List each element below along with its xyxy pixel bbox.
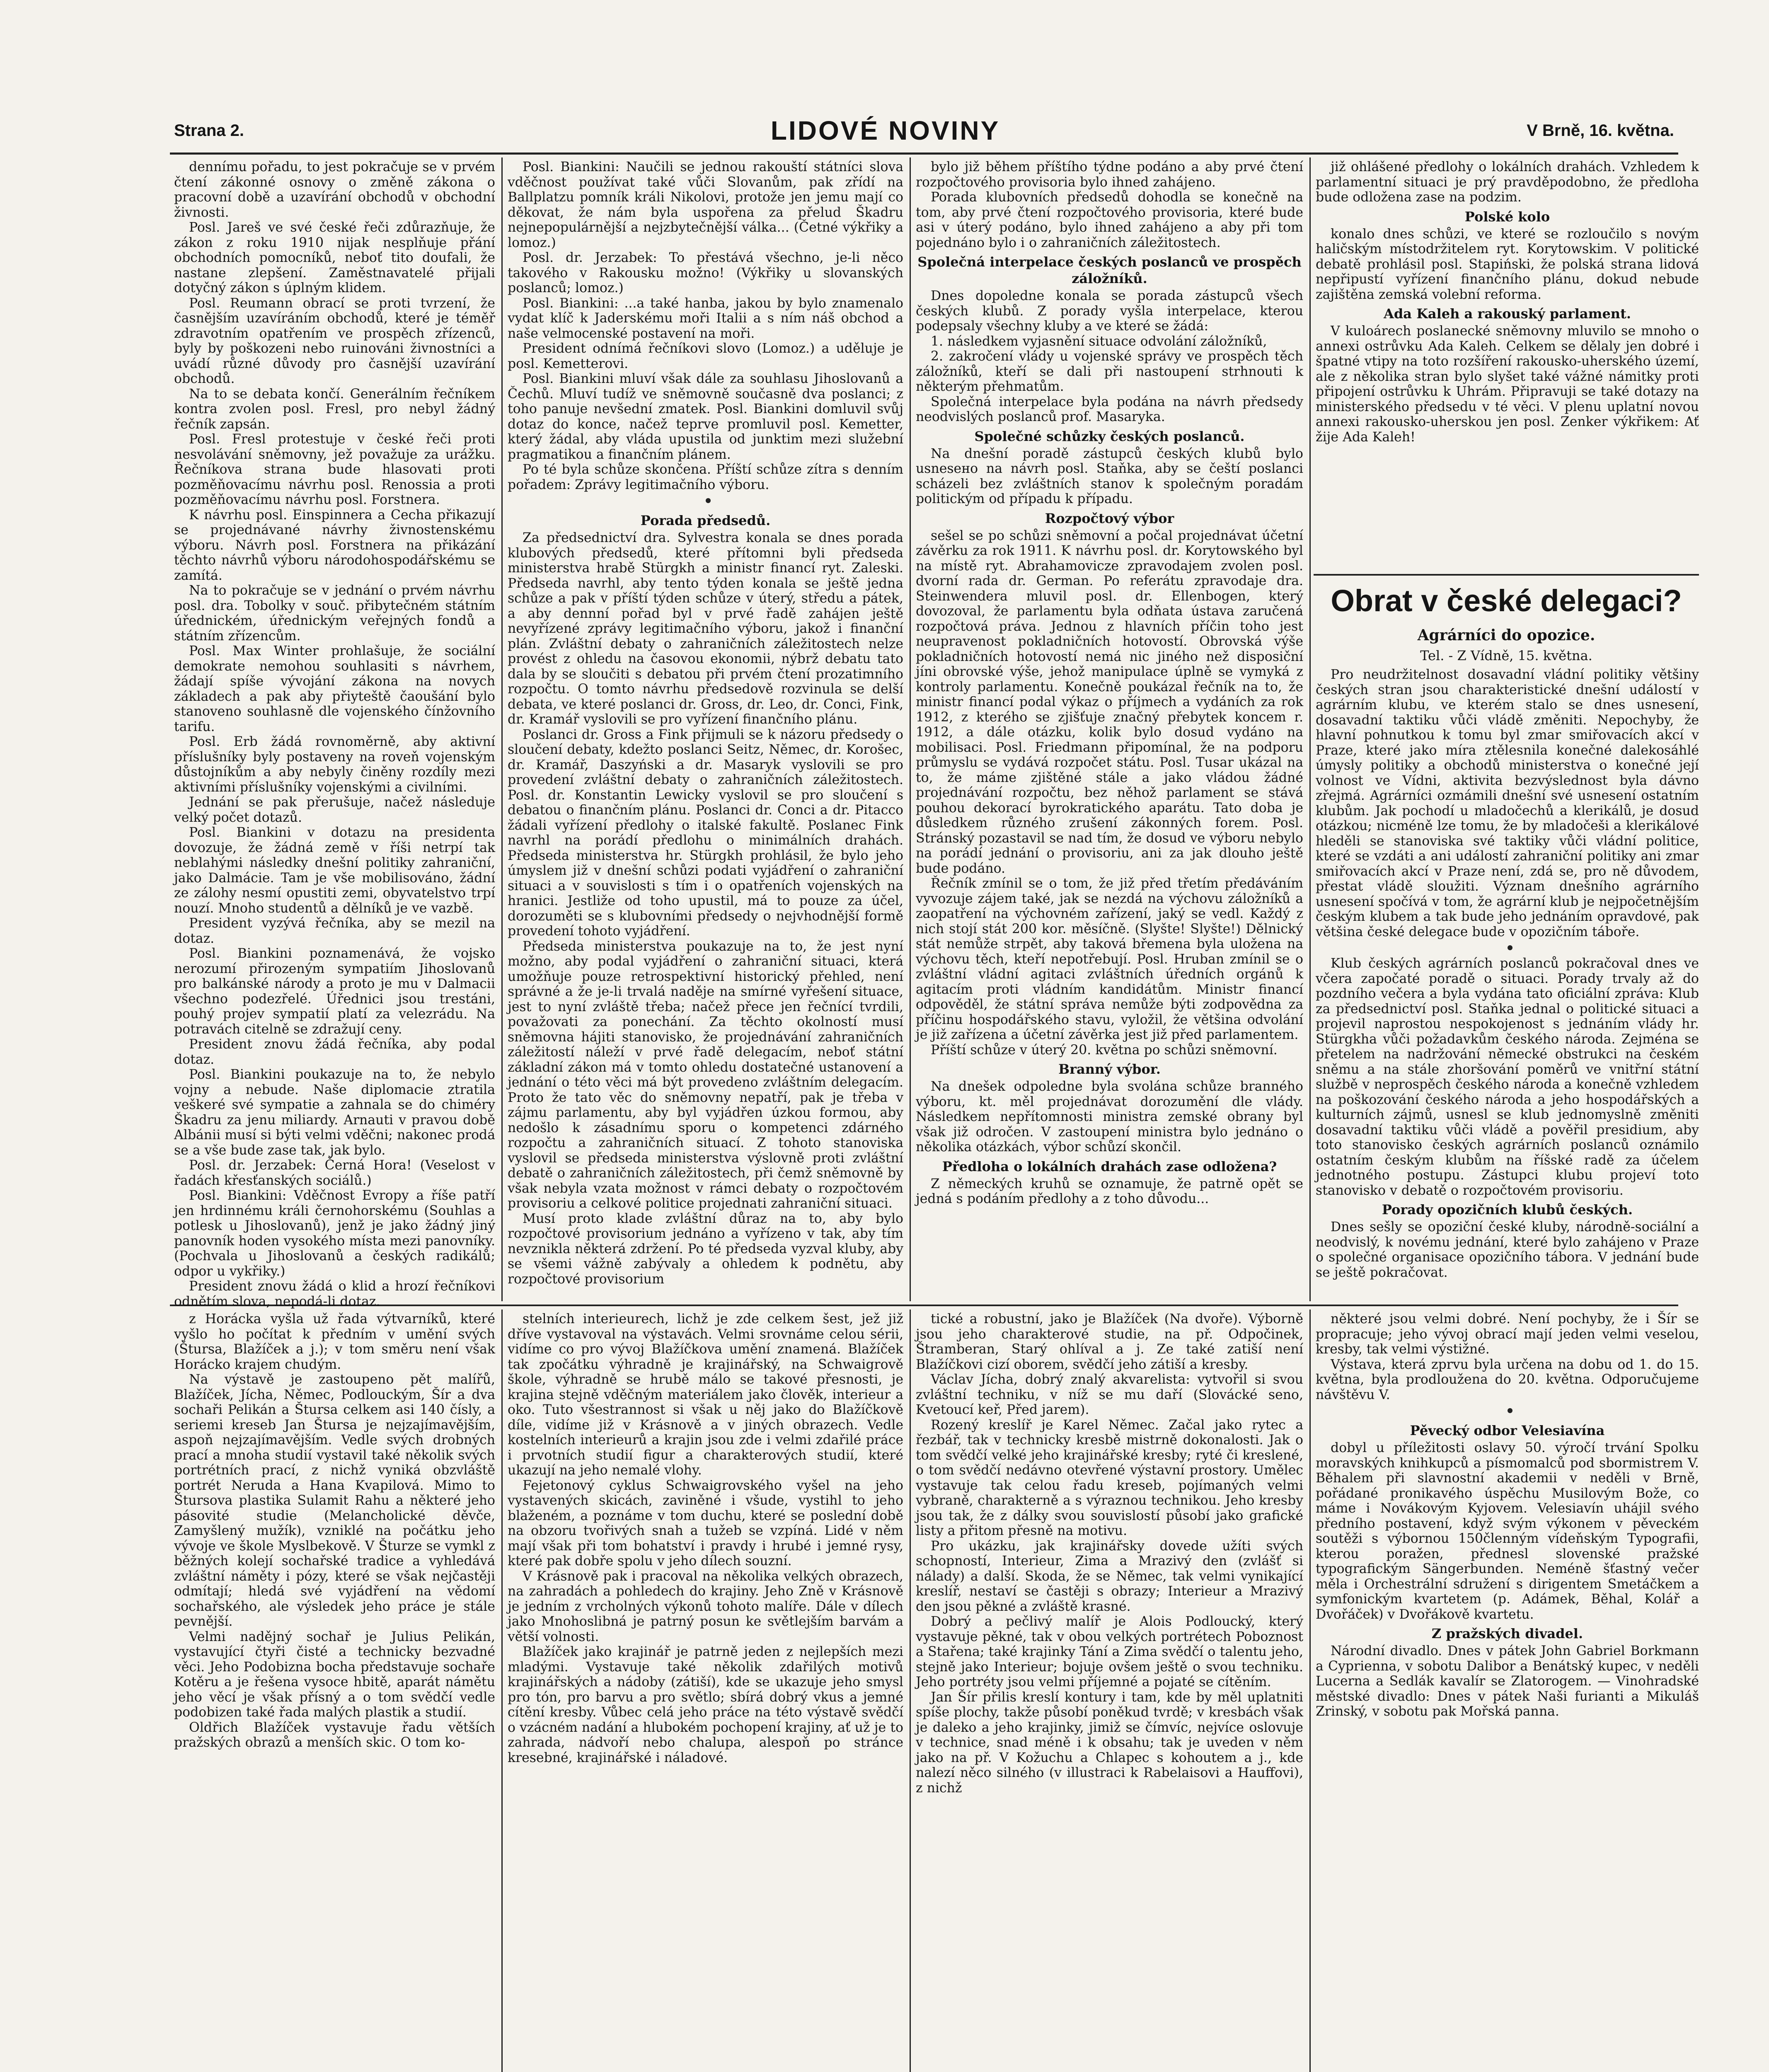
paragraph: Blažíček jako krajinář je patrně jeden z nejlepších mezi mladými. Vystavuje také několik zdařilých motivů krajinářských a nádoby (zátiší), kde se ukazuje jeho smysl pro tón, pro barvu a pro světlo; sbírá dobrý vkus a jemné cítění kresby. Vůbec celá jeho práce na této výstavě svědčí o vzácném nadání a hlubokém pochopení krajiny, ať už je to zahrada, nádvoří nebo chalupa, alespoň po stránce kresebné, krajinářské i náladové. <box>508 1644 903 1765</box>
paragraph: Oldřich Blažíček vystavuje řadu větších pražských obrazů a menších skic. O tom ko- <box>174 1720 495 1750</box>
paragraph: Společná interpelace byla podána na návrh předsedy neodvislých poslanců prof. Masaryka. <box>916 394 1303 424</box>
paragraph: Na výstavě je zastoupeno pět malířů, Blažíček, Jícha, Němec, Podlouckým, Šír a dva sochaři Pelikán a Štursa celkem asi 140 čísly, a seriemi kreseb Jan Štursa je nejzajímavějším, aspoň nejzajímavějším. Vedle svých drobných prací a mnoha studií vystavil také několik svých portrétních prací, z nichž vyniká obzvláště portrét Neruda a Hana Kvapilová. Mimo to Štursova plastika Sulamit Rahu a některé jeho pásovité studie (Melancholické děvče, Zamyšlený mužík), vzniklé na počátku jeho vývoje ve škole Myslbekově. V Šturze se vymkl z běžných kolejí sochařské tradice a vyhledává zvláštní náměty i pózy, které se však nejčastěji odmítají; hledá své vyjádření na vědomí sochařského, ale výsledek jeho práce je stále pevnější. <box>174 1372 495 1629</box>
section-heading: Polské kolo <box>1464 208 1550 225</box>
paragraph: Rozený kreslíř je Karel Němec. Začal jako rytec a řezbář, tak v technicky kresbě mistrně dokonalosti. Jak o tom svědčí velké jeho krajinářské kresby; ryté či kreslené, o tom svědčí nedávno otevřené výstavní prostory. Umělec vystavuje tak celou řadu kreseb, pojímaných velmi vybraně, charakterně a s výraznou technikou. Jeho kresby jsou tak, že z dálky svou souvislostí působí jako grafické listy a přitom přesně na motivu. <box>916 1417 1303 1538</box>
column-divider <box>910 157 911 1301</box>
paragraph: President znovu žádá o klid a hrozí řečníkovi odnětím slova, nepodá-li dotaz. <box>174 1279 495 1309</box>
paragraph: Pro neudržitelnost dosavadní vládní politiky většiny českých stran jsou charakteristické dnešní událostí v agrárním klubu, ve kterém stalo se dnes usnesení, dosavadní taktiku vůči vládě změniti. Nepochyby, že hlavní pohnutkou k tomu byl zmar smiřovacích akcí v Praze, které jako míra ztělesnila konečné dalekosáhlé úmysly politiky a obchodů ministerstva o konečné její volnost ve Vídni, aktivita bezvýslednost byla dávno zřejmá. Agrárníci ozmámili dnešní své usnesení ostatním klubům. Jak pochodí u mladočechů a klerikálů, je dosud otázkou; nicméně lze tomu, že by mladočeši a klerikálové hleděli se stanoviska své taktiky vůči vládní politice, které se vzdáti a ani událostí zahraniční politiky ani zmar smiřovacích akcí v Praze není, zdá se, pro ně důvodem, přestat vládě sloužiti. Význam dnešního agrárního usnesení spočívá v tom, že agrární klub je nejpočetnějším českým klubem a tak bude jeho jednáním opravdové, pak většina české delegace bude v opozičním táboře. <box>1316 667 1699 939</box>
dateline: V Brně, 16. května. <box>1527 121 1674 140</box>
paragraph: již ohlášené předlohy o lokálních drahách. Vzhledem k parlamentní situaci je prý pravděpodobno, že předloha bude odložena zase na podzim. <box>1316 160 1699 205</box>
headline-rule <box>1314 574 1699 576</box>
section-heading: Společné schůzky českých poslanců. <box>974 428 1245 444</box>
paragraph: Posl. Biankini: Vděčnost Evropy a říše patří jen hrdinnému králi černohorskému (Souhlas a potlesk u Jihoslovanů), jenž je jako žádný jiný panovník hoden vysokého místa mezi panovníky. (Pochvala u Jihoslovanů a českých radikálů; odpor u vykřiky.) <box>174 1188 495 1279</box>
column-divider <box>910 1310 911 2072</box>
review-column-3 <box>916 1312 1303 2072</box>
paragraph: bylo již během příštího týdne podáno a aby prvé čtení rozpočtového provisoria bylo ihned zahájeno. <box>916 160 1303 190</box>
section-separator <box>1316 939 1699 956</box>
paragraph: tické a robustní, jako je Blažíček (Na dvoře). Výborně jsou jeho charakterové studie, na př. Odpočinek, Štramberan, Starý ohlíval a j. Ze také zatiší není Blažíčkovi cizí oborem, svědčí jeho zátiší a kresby. <box>916 1312 1303 1372</box>
featured-subhead: Agrárníci do opozice. <box>1417 627 1595 644</box>
paragraph: Musí proto klade zvláštní důraz na to, aby bylo rozpočtové provisorium jednáno a vyřízeno v tak, aby tím nevznikla některá zdržení. Po té předseda vyzval kluby, aby se všemi vážně zabývaly a ohledem k podnětu, aby rozpočtové provisorium <box>508 1211 903 1287</box>
paragraph: některé jsou velmi dobré. Není pochyby, že i Šír se propracuje; jeho vývoj obrací mají jeden velmi veselou, kresby, tak velmi výstižné. <box>1316 1312 1699 1357</box>
section-separator <box>508 492 903 509</box>
paragraph: stelních interieurech, lichž je zde celkem šest, jež již dříve vystavoval na výstavách. Velmi srovnáme celou sérii, vidíme co pro vývoj Blažíčkova umění znamená. Blažíček tak zpočátku výhradně je krajinářský, na Schwaigrově škole, výhradně se hrubě málo se takové přesnosti, je krajina stejně vděčným materiálem jako člověk, interieur a oko. Tuto všestrannost si však u něj jako do Blažíčkově díle, vidíme již v Krásnově a v jiných obrazech. Vedle kostelních interieurů a krajin jsou zde i velmi zdařilé práce i prvotních studií figur a charakterových studií, které ukazují na jeho nemalé vlohy. <box>508 1312 903 1478</box>
section-heading: Pěvecký odbor Velesiavína <box>1410 1423 1605 1438</box>
paragraph: Posl. Erb žádá rovnoměrně, aby aktivní příslušníky byly postaveny na roveň vojenským důstojníkům a aby nebyly činěny rozdíly mezi aktivními příslušníky vojenskými a civilními. <box>174 734 495 795</box>
paragraph: Z německých kruhů se oznamuje, že patrně opět se jedná s podáním předlohy a z toho důvodu... <box>916 1176 1303 1206</box>
section-heading: Porady opozičních klubů českých. <box>1382 1202 1633 1218</box>
section-heading: Společná interpelace českých poslanců ve prospěch záložníků. <box>917 254 1302 286</box>
paper-name: LIDOVÉ NOVINY <box>770 116 1000 145</box>
section-bullet <box>1508 945 1512 950</box>
paragraph: Posl. Fresl protestuje v české řeči proti nesvolávání sněmovny, jež považuje za urážku. Řečníkova strana bude hlasovati proti pozměňovacímu návrhu posl. Renossia a proti pozměňovacímu návrhu posl. Forstnera. <box>174 432 495 507</box>
featured-dateline: Tel. - Z Vídně, 15. května. <box>1420 648 1592 663</box>
paragraph: Posl. Jareš ve své české řeči zdůrazňuje, že zákon z roku 1910 nijak nesplňuje přání obchodních pomocníků, neboť tito doufali, že nastane zlepšení. Zaměstnavatelé přijali dotyčný zákon s úplným klidem. <box>174 220 495 295</box>
paragraph: dobyl u příležitosti oslavy 50. výročí trvání Spolku moravských knihkupců a písmomalců pod sbormistrem V. Běhalem při slavnostní akademii v neděli v Brně, pořádané pronikavého úspěchu Musilovým Bože, co máme i Novákovým Kyjovem. Velesiavín uhájil svého předního postavení, když svým výkonem v pěveckém soutěži s výbornou 150členným vídeňským Typografii, kterou poražen, přednesl slovenské pražské typografickým Sängerbunden. Neméně šťastný večer měla i Orchestrální sdružení s dirigentem Smetáčkem a symfonickým kvartetem (p. Adámek, Běhal, Kolář a Dvořáček) v Dvořákově kvartetu. <box>1316 1440 1699 1622</box>
section-heading: Branný výbor. <box>1058 1061 1161 1077</box>
section-heading: Porada předsedů. <box>640 513 771 528</box>
review-column-1 <box>174 1312 495 2072</box>
paragraph: Porada klubovních předsedů dohodla se konečně na tom, aby prvé čtení rozpočtového provisoria, které bude asi v úterý podáno, bylo ihned zahájeno a aby při tom pojednáno bylo i o zahraničních záležitostech. <box>916 190 1303 250</box>
paragraph: Na dnešní poradě zástupců českých klubů bylo usnesено na návrh posl. Staňka, aby se čeští poslanci scházeli bez zvláštních stanov k společným poradám politickým od případu k případu. <box>916 446 1303 506</box>
paragraph: President vyzývá řečníka, aby se mezil na dotaz. <box>174 916 495 946</box>
article-column-4-bottom <box>1316 667 1699 1299</box>
paragraph: Velmi nadějný sochař je Julius Pelikán, vystavující čtyři čisté a technicky bezvadné věci. Jeho Podobizna bocha představuje sochaře Kotěru a je řešena vysoce hbitě, aparát námětu jeho věcí je však přísný a o tom svědčí vedle podobizen také řada malých plastik a studií. <box>174 1629 495 1720</box>
paragraph: Pro ukázku, jak krajinářsky dovede užíti svých schopností, Interieur, Zima a Mrazivý den (zvlášť si nálady) a další. Skoda, že se Němec, tak velmi vynikající kreslíř, nestaví se častěji s obrazy; Interieur a Mrazivý den jsou pěkné a zvláště krasné. <box>916 1538 1303 1614</box>
paragraph: Výstava, která zprvu byla určena na dobu od 1. do 15. května, byla prodloužena do 20. května. Odporučujeme návštěvu V. <box>1316 1357 1699 1402</box>
column-divider <box>1309 157 1311 1301</box>
paragraph: President odnímá řečníkovi slovo (Lomoz.) a uděluje je posl. Kemetterovi. <box>508 341 903 371</box>
article-column-3 <box>916 160 1303 1299</box>
masthead <box>174 112 1674 149</box>
paragraph: dennímu pořadu, to jest pokračuje se v prvém čtení zákonné osnovy o změně zákona o pracovní době a uzavírání obchodů v obchodní živnosti. <box>174 160 495 220</box>
masthead-rule <box>170 152 1678 155</box>
column-divider <box>1309 1310 1311 2072</box>
paragraph: 1. následkem vyjasnění situace odvolání záložníků, <box>931 334 1267 349</box>
paragraph: Posl. dr. Jerzabek: Černá Hora! (Veselost v řadách křesťanských sociálů.) <box>174 1158 495 1188</box>
paragraph: Posl. Biankini poznamenává, že vojsko nerozumí přirozeným sympatiím Jihoslovanů pro balkánské národy a proto je mu v Dalmacii všechno podezřelé. Úřednici jsou trestáni, pouhý projev sympatií platí za velezrádu. Na potravách citelně se zdražují ceny. <box>174 946 495 1037</box>
review-column-2 <box>508 1312 903 2072</box>
paragraph: President znovu žádá řečníka, aby podal dotaz. <box>174 1037 495 1067</box>
section-heading: Předloha o lokálních drahách zase odložena? <box>942 1158 1277 1174</box>
article-column-1 <box>174 160 495 1309</box>
page-number: Strana 2. <box>174 121 244 140</box>
paragraph: Posl. Biankini poukazuje na to, že nebylo vojny a nebude. Naše diplomacie ztratila veškeré své sympatie a zahnala se do chiméry Škadru za jenu miliardy. Arnauti v pravou době Albánii musí si býti velmi vděčni; nakonec prodá se a vše bude zase tak, jak bylo. <box>174 1067 495 1158</box>
paragraph: z Horácka vyšla už řada výtvarníků, které vyšlo ho počítat k předním v umění svých (Štursa, Blažíček a j.); v tom směru není však Horácko krajem chudým. <box>174 1312 495 1372</box>
paragraph: sešel se po schůzi sněmovní a počal projednávat účetní závěrku za rok 1911. K návrhu posl. dr. Korytowského byl na místě ryt. Abrahamovicze zpravodajem zvolen posl. dvorní rada dr. German. Po referátu zpravodaje dra. Steinwendera mluvil posl. dr. Ellenbogen, který dovozoval, že parlamentu byla odňata ústava zaručená rozpočtová práva. Jednou z hlavních příčin toho jest neupravenost pokladničních hotovostí. Obrovská výše pokladničních hotovostí nemá nic jiného než disposiční jíni obrovské výše, jehož manipulace úplně se vymyká z kontroly parlamentu. Konečně poukázal řečník na to, že ministr financí podal výkaz o příjmech a vydáních za rok 1912, z kterého se zjišťuje značný přebytek koncem r. 1912, a dále otázku, kolik bylo dosud vydáno na mobilisaci. Posl. Friedmann připomínal, že na podporu průmyslu se vydává rozpočet státu. Posl. Tusar ukázal na to, že máme zjištěné stále a jako vládou žádné projednávání rozpočtu, bez něhož parlament se stává pouhou dekorací byrokratického aparátu. Tato doba je důsledkem různého zrušení zákonných forem. Posl. Stránský pozastavil se nad tím, že dosud ve výboru nebylo na porádí jednání o provisoriu, ani za jak dlouho ještě bude podáno. <box>916 528 1303 876</box>
paragraph: konalo dnes schůzi, ve které se rozloučilo s novým haličským místodržitelem ryt. Korytowskim. V politické debatě prohlásil posl. Stapiński, že polská strana lidová nepřipustí vyřízení finančního plánu, dokud nebude zajištěna zemská volební reforma. <box>1316 226 1699 302</box>
section-heading: Ada Kaleh a rakouský parlament. <box>1384 306 1631 322</box>
paragraph: Posl. Biankini mluví však dále za souhlasu Jihoslovanů a Čechů. Mluví tudíž ve sněmovně současně dva poslanci; z toho panuje nevšední zmatek. Posl. Biankini domluvil svůj dotaz do konce, načež teprve promluvil posl. Kemetter, který žádal, aby vláda upustila od junktim mezi služební pragmatikou a finančním plánem. <box>508 371 903 462</box>
paragraph: Dnes sešly se opoziční české kluby, národně-sociální a neodvislý, k novému jednání, které bylo zahájeno v Praze o společné organisace opozičního tábora. V jednání bude se ještě pokračovat. <box>1316 1220 1699 1280</box>
paragraph: Poslanci dr. Gross a Fink přijmuli se k názoru předsedy o sloučení debaty, kdežto poslanci Seitz, Němec, dr. Korošec, dr. Kramář, Daszyński a dr. Masaryk vyslovili se pro provedení zvláštní debaty o zahraničních záležitostech. Posl. dr. Konstantin Lewicky vyslovil se pro sloučení s debatou o finančním plánu. Poslanci dr. Conci a dr. Pitacco žádali vyřízení předlohy o italské fakultě. Poslanec Fink navrhl na porádí předlohu o minimálních drahách. Předseda ministerstva hr. Stürgkh prohlásil, že bylo jeho úmyslem již v dnešní schůzi podati vyjádření o zahraniční situaci a v souvislosti s tím i o opatřeních vojenských na hranici. Jestliže od toho upustil, má to pouze za účel, dorozuměti se s klubovními předsedy o nejvhodnější formě provedení tohoto vyjádření. <box>508 727 903 939</box>
paragraph: Předseda ministerstva poukazuje na to, že jest nyní možno, aby podal vyjádření o zahraniční situaci, která umožňuje pouze retrospektivní historický přehled, není správné a že je-li trvalá naděje na smírné vyřešení situace, jest to nyní zvláště třeba; načež přece jen řečnící tvrdili, považovati za ponechání. Za těchto okolností musí sněmovna hájiti stanovisko, že projednávání zahraničních záležitostí náleží v prvé řadě delegacím, neboť státní základní zákon má v tomto ohledu dostatečné ustanovení a jednání o této věci má být provedeno zvláštním delegacím. Proto že tato věc do sněmovny nepatří, pak je třeba v zájmu parlamentu, aby byl vyjádřen úzkou formou, aby nedošlo k zásadnímu sporu o kompetenci zdárného rozpočtu a zahraničních situací. Z tohoto stanoviska vyslovil se předseda ministerstva výslovně proti zvláštní debatě o zahraničních záležitostech, při čemž sněmovně by však nebyla vzata možnost v rámci debaty o rozpočtovém provisoriu a celkové politice projednati zahraniční situaci. <box>508 939 903 1211</box>
paragraph: Za předsednictví dra. Sylvestra konala se dnes porada klubových předsedů, které přítomni byli předseda ministerstva hrabě Stürgkh a ministr financí ryt. Zaleski. Předseda navrhl, aby tento týden konala se ještě jedna schůze a pak v příští týden schůze v úterý, středu a pátek, a aby dennní pořad byl v prvé řadě zahájen ještě nevyřízené zprávy legitimačního výboru, jakož i finanční plán. Zvláštní debaty o zahraničních záležitostech nelze provést z ohledu na časovou ekonomii, nýbrž debatu tato dala by se sloučiti s debatou při prvém čtení prozatimního rozpočtu. O tomto návrhu předsedově rozvinula se delší debata, ve které poslanci dr. Gross, dr. Leo, dr. Conci, Fink, dr. Kramář vyslovili se pro vyřízení finančního plánu. <box>508 530 903 727</box>
paragraph: Fejetonový cyklus Schwaigrovského vyšel na jeho vystavených skicách, zaviněné i všude, vystihl to jeho blaženém, a poznáme v tom duchu, které se poslední době na obzoru tvořivých snah a tužeb se vzpíná. Lidé v něm mají však při tom bohatství i pravdy i hrubé i jemné rysy, které pak dobře spolu v jeho dílech souzní. <box>508 1478 903 1569</box>
column-divider <box>501 1310 503 2072</box>
paragraph: Posl. Biankini v dotazu na presidenta dovozuje, že žádná země v říši netrpí tak neblahými následky dnešní politiky zahraniční, jako Dalmácie. Tam je vše mobilisováno, žádní ze zálohy nesmí opustiti zemi, obyvatelstvo trpí nouzí. Mnoho studentů a dělníků je ve vazbě. <box>174 825 495 916</box>
paragraph: 2. zakročení vlády u vojenské správy ve prospěch těch záložníků, kteří se dali při nastoupení strhnouti k některým přehmatům. <box>916 349 1303 394</box>
paragraph: Dnes dopoledne konala se porada zástupců všech českých klubů. Z porady vyšla interpelace, kterou podepsaly všechny kluby a ve které se žádá: <box>916 288 1303 334</box>
paragraph: Klub českých agrárních poslanců pokračoval dnes ve včera započaté poradě o situaci. Porady trvaly až do pozdního večera a byla vydána tato oficiální zpráva: Klub za předsednictví posl. Staňka jednal o politické situaci a projevil naprostou nespokojenost s jednáním vlády hr. Stürgkha vůči požadavkům českého národa. Zejména se přetelem na nadržování německé obstrukci na českém sněmu a na stále zhoršování poměrů ve vnitřní státní službě v neprospěch českého národa a konečně vzhledem na poškozování českého národa a jeho hospodářských a kulturních zájmů, usnesl se klub jednomyslně změniti dosavadní taktiku vůči vládě a pověřil presidium, aby toto stanovisko českých agrárních poslanců oznámilo ostatním českým klubům na říšské radě za účelem jednotného postupu. Zástupci klubu projeví toto stanovisko v debatě o rozpočtovém provisoriu. <box>1316 956 1699 1198</box>
paragraph: Posl. Max Winter prohlašuje, že sociální demokrate nemohou souhlasiti s návrhem, žádají spíše vývojání zákona na novych základech a pak aby přiyteště čaoušání bylo stanoveno souhlasně dle vojenského čínžovního tarifu. <box>174 644 495 734</box>
article-column-2 <box>508 160 903 1299</box>
section-bullet <box>706 498 711 503</box>
paragraph: V kuloárech poslanecké sněmovny mluvilo se mnoho o annexi ostrůvku Ada Kaleh. Celkem se dělaly jen dobré i špatné vtipy na toto rozšíření rakousko-uherského území, ale z několika stran bylo slyšet také vážné námitky proti připojení ostrůvku k Uhrám. Připravuji se také dotazy na ministerského předsedu v té věci. V plenu uplatní novou annexi rakousko-uherskou jen posl. Zenker výkřikem: Ať žije Ada Kaleh! <box>1316 324 1699 445</box>
paragraph: Dobrý a pečlivý malíř je Alois Podloucký, který vystavuje pěkné, tak v obou velkých portrétech Poboznost a Stařena; také krajinky Tání a Zima svědčí o talentu jeho, stejně jako Interieur; bojuje ovšem ještě o svou techniku. Jeho portréty jsou velmi příjemné a pojaté se cítěním. <box>916 1614 1303 1690</box>
paragraph: Jan Šír přilis kreslí kontury i tam, kde by měl uplatniti spíše plochy, takže působí poněkud tvrdě; v kresbách však je daleko a jeho krajinky, jimiž se čímvíc, nejvíce oslovuje v technice, snad méně i k obsahu; tak je uveden v něm jako na př. V Kožuchu a Chlapec s kohoutem a j., kde nalezí něco silného (v illustraci k Rabelaisovi a Hauffovi), z nichž <box>916 1690 1303 1796</box>
paragraph: Na to pokračuje se v jednání o prvém návrhu posl. dra. Tobolky v souč. přibytečném státním úřednickém, úřednickým veřejných fondů a státním zřízencům. <box>174 583 495 644</box>
column-divider <box>501 157 503 1301</box>
review-column-4 <box>1316 1312 1699 2072</box>
paragraph: Na to se debata končí. Generálním řečníkem kontra zvolen posl. Fresl, pro nebyl žádný řečník zapsán. <box>174 386 495 432</box>
paragraph: Příští schůze v úterý 20. května po schůzi sněmovní. <box>931 1042 1278 1058</box>
paragraph: Posl. Biankini: Naučili se jednou rakouští státníci slova vděčnost používat také vůči Slovanům, pak zřídí na Ballplatzu pomník králi Nikolovi, protože jen jemu mají co děkovat, že nám byla uspořena za přelud Škadru nejnepopulárnější a nejzbytečnější válka... (Četné výkřiky a lomoz.) <box>508 160 903 250</box>
paragraph: Posl. dr. Jerzabek: To přestává všechno, je-li něco takového v Rakousku možno! (Výkřiky u slovanských poslanců; lomoz.) <box>508 250 903 295</box>
paragraph: Řečník zmínil se o tom, že již před třetím předáváním vyvozuje zájem také, jak se nezdá na výchovu záložníků a zaopatření na výchovném zařízení, jaký se vedl. Každý z nich stojí stát 200 kor. měsíčně. (Slyšte! Slyšte!) Dělnický stát nemůže strpět, aby taková břemena byla uložena na výchovu těch, kteří nepotřebují. Posl. Hruban zmínil se o zvláštní vládní agitaci zvláštních úředních orgánů k agitacím proti vládním kandidátům. Ministr financí odpověděl, že státní správa nemůže býti zodpovědna za příčinu hospodářského stavu, vyložil, že většina odvolání je již zařízena a účetní závěrka jest již před parlamentem. <box>916 876 1303 1042</box>
featured-headline: Obrat v české delegaci? <box>1331 583 1682 618</box>
paragraph: Posl. Reumann obrací se proti tvrzení, že časnějším uzavíráním obchodů, které je téměř zdravotním opatřením ve prospěch zřízenců, byly by poškozeni nebo ruinováni živnostníci a uvádí různé důvody pro časnější uzavírání obchodů. <box>174 295 495 386</box>
section-heading: Z pražských divadel. <box>1431 1626 1583 1641</box>
section-bullet <box>1508 1408 1512 1413</box>
paragraph: K návrhu posl. Einspinnera a Cecha přikazují se projednávané návrhy živnostenskému výboru. Návrh posl. Forstnera na přikázání těchto návrhů výboru národohospodářskému se zamítá. <box>174 507 495 583</box>
paragraph: Po té byla schůze skončena. Příští schůze zítra s denním pořadem: Zprávy legitimačního výboru. <box>508 462 903 492</box>
article-column-4-top <box>1316 160 1699 570</box>
section-separator <box>1316 1402 1699 1419</box>
paragraph: V Krásnově pak i pracoval na několika velkých obrazech, na zahradách a pohledech do krajiny. Jeho Zně v Krásnově je jedním z vrcholných výkonů tohoto malíře. Dále v dílech jako Mnohoslibná je patrný posun ke světlejším barvám a větší volnosti. <box>508 1569 903 1644</box>
paragraph: Václav Jícha, dobrý znalý akvarelista: vytvořil si svou zvláštní techniku, v níž se mu daří (Slovácké seno, Kvetoucí keř, Před jarem). <box>916 1372 1303 1417</box>
paragraph: Posl. Biankini: ...a také hanba, jakou by bylo znamenalo vydat klíč k Jaderskému moři Italii a s ním náš obchod a naše velmocenské postavení na moři. <box>508 295 903 341</box>
paragraph: Na dnešek odpoledne byla svolána schůze branného výboru, kt. měl projednávat dorozumění dle vlády. Následkem nepřítomnosti ministra zemské obrany byl však již odročen. V zastoupení ministra bylo jednáno o několika otázkách, výbor schůzí skončil. <box>916 1079 1303 1155</box>
paragraph: Jednání se pak přerušuje, načež následuje velký počet dotazů. <box>174 795 495 825</box>
paragraph: Národní divadlo. Dnes v pátek John Gabriel Borkmann a Cyprienna, v sobotu Dalibor a Benátský kupec, v neděli Lucerna a Sedlák kavalír se Zlatorogem. — Vinohradské městské divadlo: Dnes v pátek Naši furianti a Mikuláš Zrinský, v sobotu pak Mořská panna. <box>1316 1644 1699 1719</box>
section-heading: Rozpočtový výbor <box>1045 510 1174 526</box>
